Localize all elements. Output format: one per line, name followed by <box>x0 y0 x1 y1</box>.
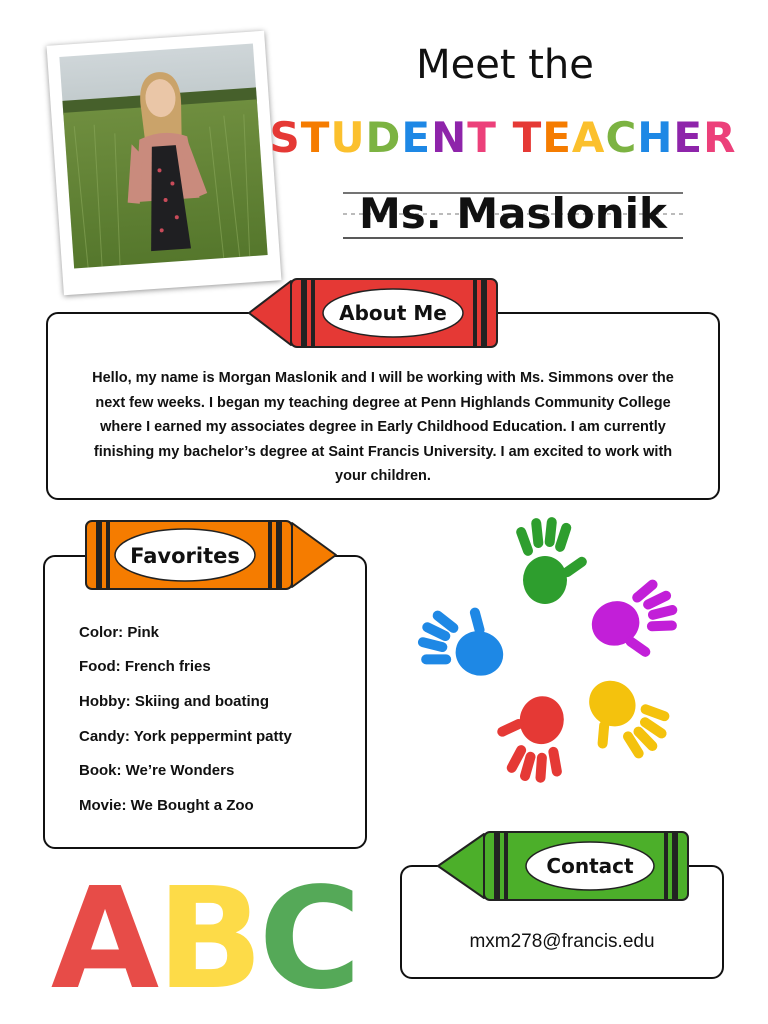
about-line: where I earned my associates degree in Early Childhood Education. I am currently <box>100 419 666 435</box>
title-letter: A <box>571 113 606 162</box>
favorites-label: Favorites <box>130 544 240 568</box>
favorite-movie: Movie: We Bought a Zoo <box>79 797 254 814</box>
handprint <box>409 591 516 690</box>
title-letter: E <box>542 113 572 162</box>
about-line: finishing my bachelor’s degree at Saint Francis University. I am excited to work with <box>93 443 673 460</box>
title-letter: E <box>673 113 704 162</box>
about-line: your children. <box>335 468 431 484</box>
svg-text:STUDENT TEACHER <box>270 113 737 162</box>
contact-crayon <box>432 826 694 906</box>
student-teacher-title <box>269 108 737 164</box>
favorites-box <box>43 555 367 849</box>
abc-letters-decoration <box>50 855 370 1021</box>
title-letter: S <box>269 113 301 162</box>
abc-letter: B <box>156 858 264 1021</box>
title-letter: T <box>512 113 543 162</box>
title-letter: N <box>431 113 468 162</box>
title-letter: D <box>365 113 402 162</box>
about-line: Hello, my name is Morgan Maslonik and I will be working with Ms. Simmons over the <box>92 370 674 386</box>
title-letter: R <box>703 113 737 162</box>
handprint <box>583 573 690 672</box>
favorite-food: Food: French fries <box>79 658 211 675</box>
title-letter: C <box>605 113 638 162</box>
photo-frame <box>47 31 282 296</box>
title-letter: T <box>300 113 331 162</box>
contact-label: Contact <box>546 854 634 878</box>
about-me-crayon <box>243 273 503 353</box>
title-letter: T <box>467 113 497 162</box>
handprints-illustration <box>400 510 700 800</box>
title-letter: H <box>637 113 674 162</box>
contact-email[interactable]: mxm278@francis.edu <box>469 931 655 952</box>
favorites-crayon <box>80 515 342 595</box>
handprint <box>515 517 589 604</box>
teacher-name: Ms. Maslonik <box>359 189 667 238</box>
abc-letter: C <box>258 858 362 1021</box>
meet-the-heading: Meet the <box>416 42 594 88</box>
favorite-hobby: Hobby: Skiing and boating <box>79 693 269 710</box>
handprint <box>488 689 576 788</box>
favorite-color: Color: Pink <box>79 624 160 641</box>
favorite-book: Book: We’re Wonders <box>79 762 235 779</box>
about-me-text <box>76 366 690 489</box>
title-letter: U <box>330 113 366 162</box>
title-letter <box>497 113 513 162</box>
abc-letter: A <box>50 858 160 1021</box>
about-me-label: About Me <box>339 301 447 325</box>
favorite-candy: Candy: York peppermint patty <box>79 728 292 745</box>
about-line: next few weeks. I began my teaching degree at Penn Highlands Community College <box>95 394 671 411</box>
title-letter: E <box>401 113 432 162</box>
handprint <box>566 665 681 778</box>
teacher-photo <box>59 44 267 269</box>
teacher-name-block <box>343 185 683 245</box>
